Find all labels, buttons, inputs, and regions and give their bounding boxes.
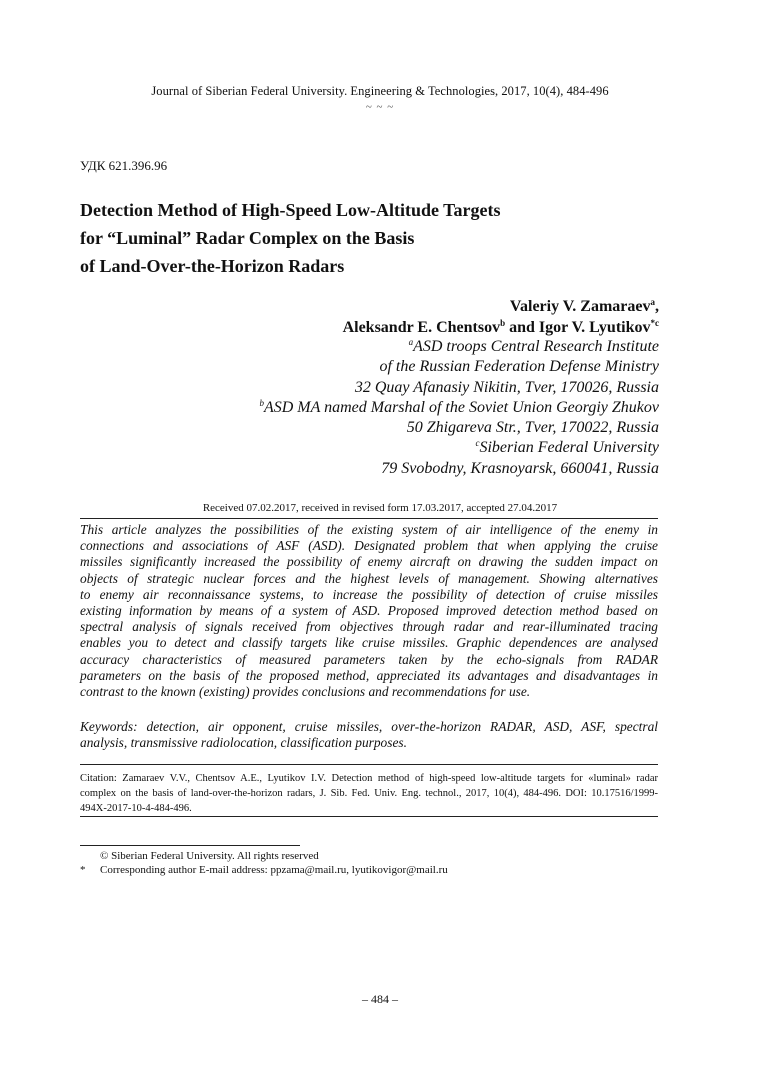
title-line: Detection Method of High-Speed Low-Altitude Targets xyxy=(80,200,501,220)
affiliation-line: 32 Quay Afanasiy Nikitin, Tver, 170026, Russia xyxy=(354,378,659,396)
affiliation-line xyxy=(259,337,659,357)
journal-header: Journal of Siberian Federal University. Engineering & Technologies, 2017, 10(4), 484-496 xyxy=(151,84,609,98)
udc-code: УДК 621.396.96 xyxy=(80,158,168,173)
affiliation-mark: c xyxy=(475,438,480,449)
affiliation-text: ASD troops Central Research Institute xyxy=(413,338,659,355)
author-punct: , xyxy=(655,298,659,315)
keywords xyxy=(80,719,658,751)
affiliation-mark: a xyxy=(650,297,655,307)
footnote-mark: * xyxy=(80,864,86,876)
footnote-rule xyxy=(80,845,300,846)
footnotes xyxy=(80,849,658,877)
author-name: Valeriy V. Zamaraev xyxy=(509,298,651,315)
citation-line: complex on the basis of land-over-the-horizon radars, J. Sib. Fed. Univ. Eng. technol., 2017, 10(4), 484-496. DOI: 10.17516/1999- xyxy=(80,788,658,799)
affiliation-text: ASD MA named Marshal of the Soviet Union Georgiy Zhukov xyxy=(263,398,659,416)
abstract-line: parameters on the basis of the proposed method, appreciated its advantages and disadvantages in xyxy=(80,667,658,683)
affiliation-line xyxy=(259,438,659,458)
abstract-line: accuracy characteristics of measured parameters taken by the echo-signals from RADAR xyxy=(80,651,658,667)
abstract-line: connections and associations of ASF (ASD). Designated problem that when applying the cruise xyxy=(80,538,658,554)
divider xyxy=(80,764,658,765)
keywords-line: analysis, transmissive radiolocation, classification purposes. xyxy=(80,735,407,751)
affiliation-line: 79 Svobodny, Krasnoyarsk, 660041, Russia xyxy=(381,459,659,477)
abstract-line: enables you to detect and classify targets like cruise missiles. Graphic dependences are analysed xyxy=(80,635,658,651)
abstract xyxy=(80,522,658,700)
copyright-note xyxy=(80,849,658,863)
author-line xyxy=(343,296,659,317)
copyright-text: © Siberian Federal University. All rights reserved xyxy=(100,850,319,862)
author-list xyxy=(343,296,659,338)
abstract-line: contrast to the known (existing) provides conclusions and recommendations for use. xyxy=(80,684,531,700)
article-title xyxy=(80,196,640,280)
affiliation-mark: *c xyxy=(650,318,659,328)
divider xyxy=(80,518,658,519)
abstract-line: to enemy air reconnaissance systems, to increase the possibility of detection of cruise missiles xyxy=(80,586,658,602)
affiliation-mark: a xyxy=(408,337,414,347)
affiliation-line: of the Russian Federation Defense Ministry xyxy=(379,358,659,376)
divider xyxy=(80,816,658,817)
page-number: – 484 – xyxy=(362,992,398,1006)
author-name: Aleksandr E. Chentsov xyxy=(342,319,501,336)
keywords-line: Keywords: detection, air opponent, cruise missiles, over-the-horizon RADAR, ASD, ASF, spectral xyxy=(80,719,658,734)
corresponding-author-text: Corresponding author E-mail address: ppzama@mail.ru, lyutikovigor@mail.ru xyxy=(100,864,448,876)
abstract-line: existing information by means of a system of ASD. Proposed improved detection method based on xyxy=(80,603,658,619)
corresponding-author-note xyxy=(80,863,658,877)
citation-line: Citation: Zamaraev V.V., Chentsov A.E., Lyutikov I.V. Detection method of high-speed low-altitude targets for «luminal» radar xyxy=(80,773,658,784)
citation xyxy=(80,771,658,816)
affiliation-mark: b xyxy=(259,397,264,408)
title-line: of Land-Over-the-Horizon Radars xyxy=(80,256,345,276)
author-name: and Igor V. Lyutikov xyxy=(505,319,651,336)
citation-line: 494X-2017-10-4-484-496. xyxy=(80,803,192,814)
author-line xyxy=(343,317,659,338)
affiliation-line xyxy=(259,398,659,418)
affiliation-line: 50 Zhigareva Str., Tver, 170022, Russia xyxy=(406,419,659,437)
affiliation-mark: b xyxy=(500,318,506,328)
affiliations xyxy=(259,337,659,479)
title-line: for “Luminal” Radar Complex on the Basis xyxy=(80,228,415,248)
abstract-line: spectral analysis of signals received from objectives through radar and rear-illuminated tracing xyxy=(80,619,658,635)
abstract-line: This article analyzes the possibilities of the existing system of air intelligence of the enemy in xyxy=(80,522,658,537)
abstract-line: missiles significantly increased the possibility of enemy aircraft on drawing the sudden impact on xyxy=(80,554,658,570)
abstract-line: objects of strategic nuclear forces and the highest levels of management. Showing alternatives xyxy=(80,570,658,586)
affiliation-text: Siberian Federal University xyxy=(479,439,659,457)
header-ornament: ~ ~ ~ xyxy=(365,101,395,113)
received-dates: Received 07.02.2017, received in revised form 17.03.2017, accepted 27.04.2017 xyxy=(202,502,558,514)
